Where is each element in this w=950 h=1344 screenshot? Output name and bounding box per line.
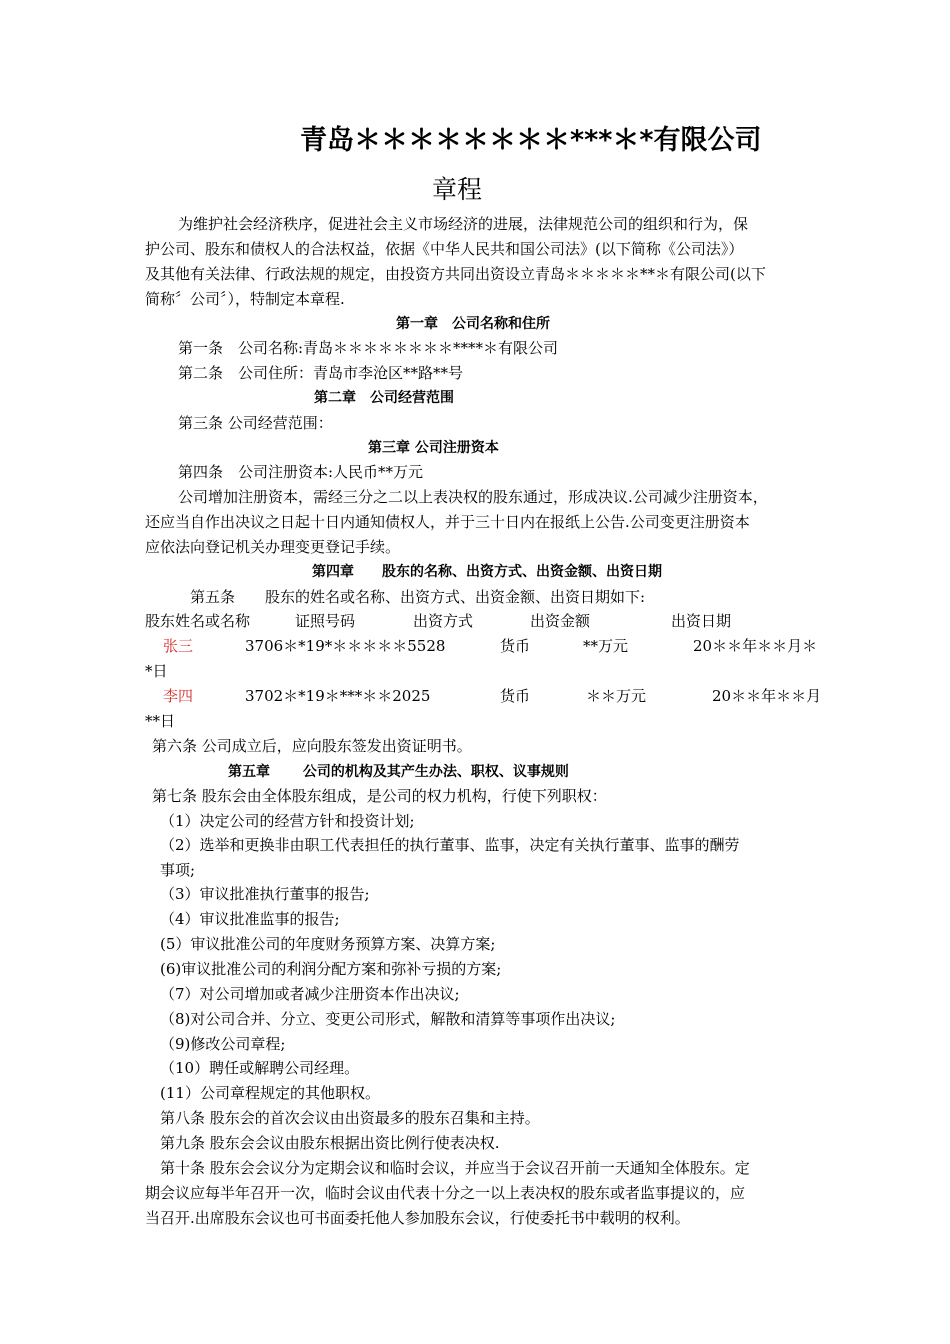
article-6: 第六条 公司成立后，应向股东签发出资证明书。 — [152, 737, 472, 755]
chapter-3-paragraph-line: 公司增加注册资本，需经三分之二以上表决权的股东通过，形成决议.公司减少注册资本， — [178, 488, 768, 506]
article-3: 第三条 公司经营范围： — [178, 414, 333, 432]
power-item: （8)对公司合并、分立、变更公司形式，解散和清算等事项作出决议; — [160, 1010, 616, 1028]
document-subtitle: 章程 — [432, 175, 483, 204]
shareholder-method: 货币 — [500, 637, 531, 655]
article-7: 第七条 股东会由全体股东组成，是公司的权力机构，行使下列职权： — [152, 787, 607, 805]
shareholder-id: 3706＊*19*＊＊＊＊＊5528 — [245, 637, 446, 655]
shareholder-amount: **万元 — [583, 637, 629, 655]
document-title: 青岛＊＊＊＊＊＊＊＊***＊*有限公司 — [300, 125, 762, 156]
power-item: （9)修改公司章程; — [160, 1035, 286, 1053]
preamble-line: 护公司、股东和债权人的合法权益，依据《中华人民共和国公司法》(以下简称《公司法》） — [145, 240, 744, 258]
power-item: （4）审议批准监事的报告; — [160, 910, 340, 928]
article-10-line: 当召开.出席股东会议也可书面委托他人参加股东会议，行使委托书中载明的权利。 — [145, 1209, 690, 1227]
power-item: （10）聘任或解聘公司经理。 — [160, 1059, 360, 1077]
shareholder-name: 李四 — [163, 687, 194, 705]
table-header-id: 证照号码 — [295, 612, 356, 630]
chapter-3-paragraph-line: 还应当自作出决议之日起十日内通知债权人，并于三十日内在报纸上公告.公司变更注册资本 — [145, 513, 750, 531]
shareholder-id: 3702＊*19＊***＊＊2025 — [245, 687, 431, 705]
power-item: （7）对公司增加或者减少注册资本作出决议; — [160, 985, 460, 1003]
article-10-line: 第十条 股东会会议分为定期会议和临时会议，并应当于会议召开前一天通知全体股东。定 — [160, 1159, 750, 1177]
article-10-line: 期会议应每半年召开一次，临时会议由代表十分之一以上表决权的股东或者监事提议的，应 — [145, 1184, 746, 1202]
preamble-line: 简称〞公司〞），特制定本章程. — [145, 290, 345, 308]
article-8: 第八条 股东会的首次会议由出资最多的股东召集和主持。 — [160, 1109, 540, 1127]
power-item: （3）审议批准执行董事的报告; — [160, 885, 370, 903]
power-item: (11）公司章程规定的其他职权。 — [160, 1084, 380, 1102]
article-5: 第五条 股东的姓名或名称、出资方式、出资金额、出资日期如下: — [190, 588, 646, 606]
power-item: (6)审议批准公司的利润分配方案和弥补亏损的方案; — [160, 960, 502, 978]
article-9: 第九条 股东会会议由股东根据出资比例行使表决权. — [160, 1134, 500, 1152]
chapter-3-paragraph-line: 应依法向登记机关办理变更登记手续。 — [145, 538, 401, 556]
table-header-date: 出资日期 — [671, 612, 732, 630]
chapter-3-heading: 第三章 公司注册资本 — [368, 440, 499, 456]
shareholder-date: 20＊＊年＊＊月＊ — [693, 637, 818, 655]
table-header-method: 出资方式 — [413, 612, 474, 630]
article-4: 第四条 公司注册资本:人民币**万元 — [178, 463, 424, 481]
shareholder-date-continued: **日 — [145, 712, 176, 730]
shareholder-date: 20＊＊年＊＊月 — [712, 687, 822, 705]
article-2: 第二条 公司住所：青岛市李沧区**路**号 — [178, 364, 464, 382]
table-header-name: 股东姓名或名称 — [145, 612, 251, 630]
table-header-amount: 出资金额 — [530, 612, 591, 630]
shareholder-date-continued: *日 — [145, 662, 168, 680]
chapter-2-heading: 第二章 公司经营范围 — [314, 390, 454, 406]
shareholder-method: 货币 — [500, 687, 531, 705]
power-item: （2）选举和更换非由职工代表担任的执行董事、监事，决定有关执行董事、监事的酬劳 — [160, 836, 740, 854]
power-item: 事项; — [160, 861, 196, 879]
shareholder-amount: ＊＊万元 — [586, 687, 647, 705]
preamble-line: 及其他有关法律、行政法规的规定，由投资方共同出资设立青岛＊＊＊＊＊**＊有限公司(以下 — [145, 265, 766, 283]
article-1: 第一条 公司名称:青岛＊＊＊＊＊＊＊＊****＊有限公司 — [178, 339, 559, 357]
preamble-line: 为维护社会经济秩序，促进社会主义市场经济的进展，法律规范公司的组织和行为，保 — [178, 215, 749, 233]
shareholder-name: 张三 — [163, 637, 194, 655]
chapter-5-heading: 第五章 公司的机构及其产生办法、职权、议事规则 — [228, 764, 569, 780]
chapter-1-heading: 第一章 公司名称和住所 — [396, 316, 550, 332]
power-item: （1）决定公司的经营方针和投资计划; — [160, 812, 415, 830]
chapter-4-heading: 第四章 股东的名称、出资方式、出资金额、出资日期 — [312, 564, 662, 580]
power-item: (5）审议批准公司的年度财务预算方案、决算方案; — [160, 935, 496, 953]
